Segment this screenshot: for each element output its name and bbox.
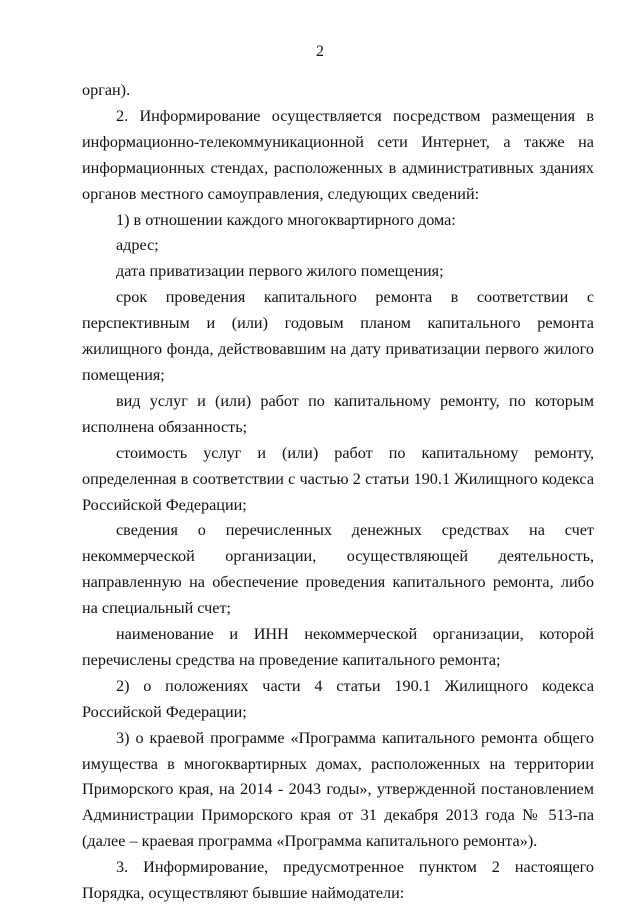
paragraph: 3. Информирование, предусмотренное пунктом 2 настоящего Порядка, осуществляют бывшие наймодатели:	[82, 858, 594, 903]
list-item: 2) о положениях части 4 статьи 190.1 Жилищного кодекса Российской Федерации;	[82, 676, 594, 721]
list-item: сведения о перечисленных денежных средствах на счет некоммерческой организации, осуществляющей деятельность, направленную на обеспечение проведения капитального ремонта, либо на специальный счет;	[82, 521, 594, 618]
list-item: вид услуг и (или) работ по капитальному ремонту, по которым исполнена обязанность;	[82, 391, 594, 436]
list-item: наименование и ИНН некоммерческой организации, которой перечислены средства на проведение капитального ремонта;	[82, 625, 594, 669]
paragraph: орган).	[82, 81, 131, 99]
list-item: 1) в отношении каждого многоквартирного дома:	[116, 210, 456, 229]
list-item: 3) о краевой программе «Программа капитального ремонта общего имущества в многоквартирных домах, расположенных на территории Приморского края, на 2014 - 2043 годы», утвержденной постановлением Администрации Приморского края от 31 декабря 2013 года № 513-па (далее – краевая программа «Программа капитального ремонта»).	[82, 728, 594, 851]
list-item: срок проведения капитального ремонта в соответствии с перспективным и (или) годовым планом капитального ремонта жилищного фонда, действовавшим на дату приватизации первого жилого помещения;	[82, 288, 594, 384]
document-body	[82, 78, 594, 907]
list-item: дата приватизации первого жилого помещения;	[116, 262, 444, 281]
list-item: стоимость услуг и (или) работ по капитальному ремонту, определенная в соответствии с частью 2 статьи 190.1 Жилищного кодекса Российской Федерации;	[82, 443, 594, 514]
list-item: адрес;	[116, 236, 159, 255]
page-number: 2	[316, 43, 324, 60]
paragraph: 2. Информирование осуществляется посредством размещения в информационно-телекоммуникационной сети Интернет, а также на информационных стендах, расположенных в административных зданиях органов местного самоуправления, следующих сведений:	[82, 106, 594, 203]
